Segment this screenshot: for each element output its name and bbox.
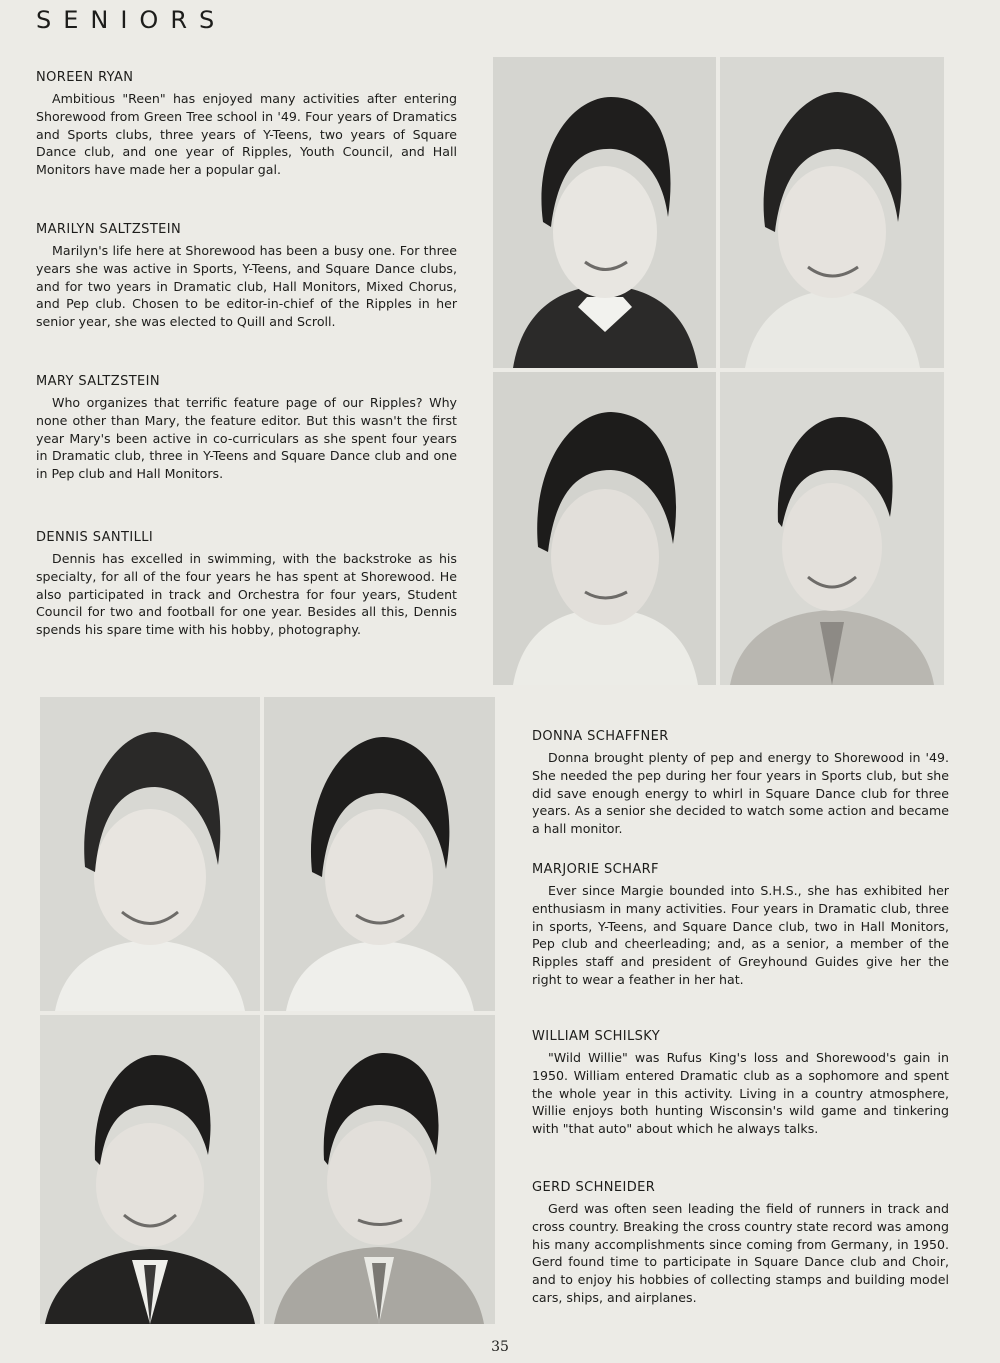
bio-text: Gerd was often seen leading the field of runners in track and cross country. Breaking the cross country state record was among his many accomplishments since coming from Germany, in 1950. Gerd found time to participate in Square Dance club and Choir, and to enjoy his hobbies of collecting stamps and building model cars, ships, and airplanes. <box>532 1201 949 1305</box>
bio-gerd-schneider <box>532 1180 949 1307</box>
bio-text: "Wild Willie" was Rufus King's loss and Shorewood's gain in 1950. William entered Dramatic club as a sophomore and spent the whole year in this activity. Living in a country atmosphere, Willie enjoys both hunting Wisconsin's wild game and tinkering with "that auto" about which he always talks. <box>532 1050 949 1137</box>
portrait-photo-marjorie-scharf <box>264 697 495 1011</box>
bio-name: MARY SALTZSTEIN <box>36 374 161 389</box>
portrait-photo-noreen-ryan <box>493 57 716 368</box>
bio-text: Ambitious "Reen" has enjoyed many activities after entering Shorewood from Green Tree school in '49. Four years of Dramatics and Sports clubs, three years of Y-Teens, two years of Square Dance club, and one year of Ripples, Youth Council, and Hall Monitors have made her a popular gal. <box>36 91 457 178</box>
bio-text: Who organizes that terrific feature page of our Ripples? Why none other than Mary, the feature editor. But this wasn't the first year Mary's been active in co-curriculars as she spent four years in Dramatic club, three in Y-Teens and Square Dance club and one in Pep club and Hall Monitors. <box>36 395 457 482</box>
bio-name: MARILYN SALTZSTEIN <box>36 222 182 237</box>
bio-marjorie-scharf <box>532 862 949 989</box>
bio-text: Dennis has excelled in swimming, with the backstroke as his specialty, for all of the four years he has spent at Shorewood. He also participated in track and Orchestra for four years, Student Council for two and football for one year. Besides all this, Dennis spends his spare time with his hobby, photography. <box>36 551 457 638</box>
bio-noreen-ryan <box>36 70 457 179</box>
portrait-photo-william-schilsky <box>40 1015 260 1324</box>
portrait-photo-dennis-santilli <box>720 372 944 685</box>
bio-name: MARJORIE SCHARF <box>532 862 659 877</box>
bio-marilyn-saltzstein <box>36 222 457 331</box>
bio-william-schilsky <box>532 1029 949 1138</box>
bio-name: GERD SCHNEIDER <box>532 1180 656 1195</box>
bio-text: Ever since Margie bounded into S.H.S., she has exhibited her enthusiasm in many activities. Four years in Dramatic club, three in sports, Y-Teens, and Square Dance club, two in Hall Monitors, Pep club and cheerleading; and, as a senior, a member of the Ripples staff and president of Greyhound Guides give her the right to wear a feather in her hat. <box>532 883 949 987</box>
portrait-photo-donna-schaffner <box>40 697 260 1011</box>
bio-text: Marilyn's life here at Shorewood has been a busy one. For three years she was active in Sports, Y-Teens, and Square Dance clubs, and for two years in Dramatic club, Hall Monitors, Mixed Chorus, and Pep club. Chosen to be editor-in-chief of the Ripples in her senior year, she was elected to Quill and Scroll. <box>36 243 457 330</box>
page-title: SENIORS <box>36 6 227 34</box>
portrait-photo-mary-saltzstein <box>493 372 716 685</box>
bio-dennis-santilli <box>36 530 457 639</box>
bio-name: WILLIAM SCHILSKY <box>532 1029 661 1044</box>
bio-text: Donna brought plenty of pep and energy to Shorewood in '49. She needed the pep during her four years in Sports club, but she did save enough energy to whirl in Square Dance club for three years. As a senior she decided to watch some action and became a hall monitor. <box>532 750 949 837</box>
bio-mary-saltzstein <box>36 374 457 483</box>
bio-name: NOREEN RYAN <box>36 70 134 85</box>
bio-donna-schaffner <box>532 729 949 838</box>
bio-name: DONNA SCHAFFNER <box>532 729 669 744</box>
portrait-photo-gerd-schneider <box>264 1015 495 1324</box>
page-number: 35 <box>491 1339 509 1355</box>
bio-name: DENNIS SANTILLI <box>36 530 154 545</box>
portrait-photo-marilyn-saltzstein <box>720 57 944 368</box>
